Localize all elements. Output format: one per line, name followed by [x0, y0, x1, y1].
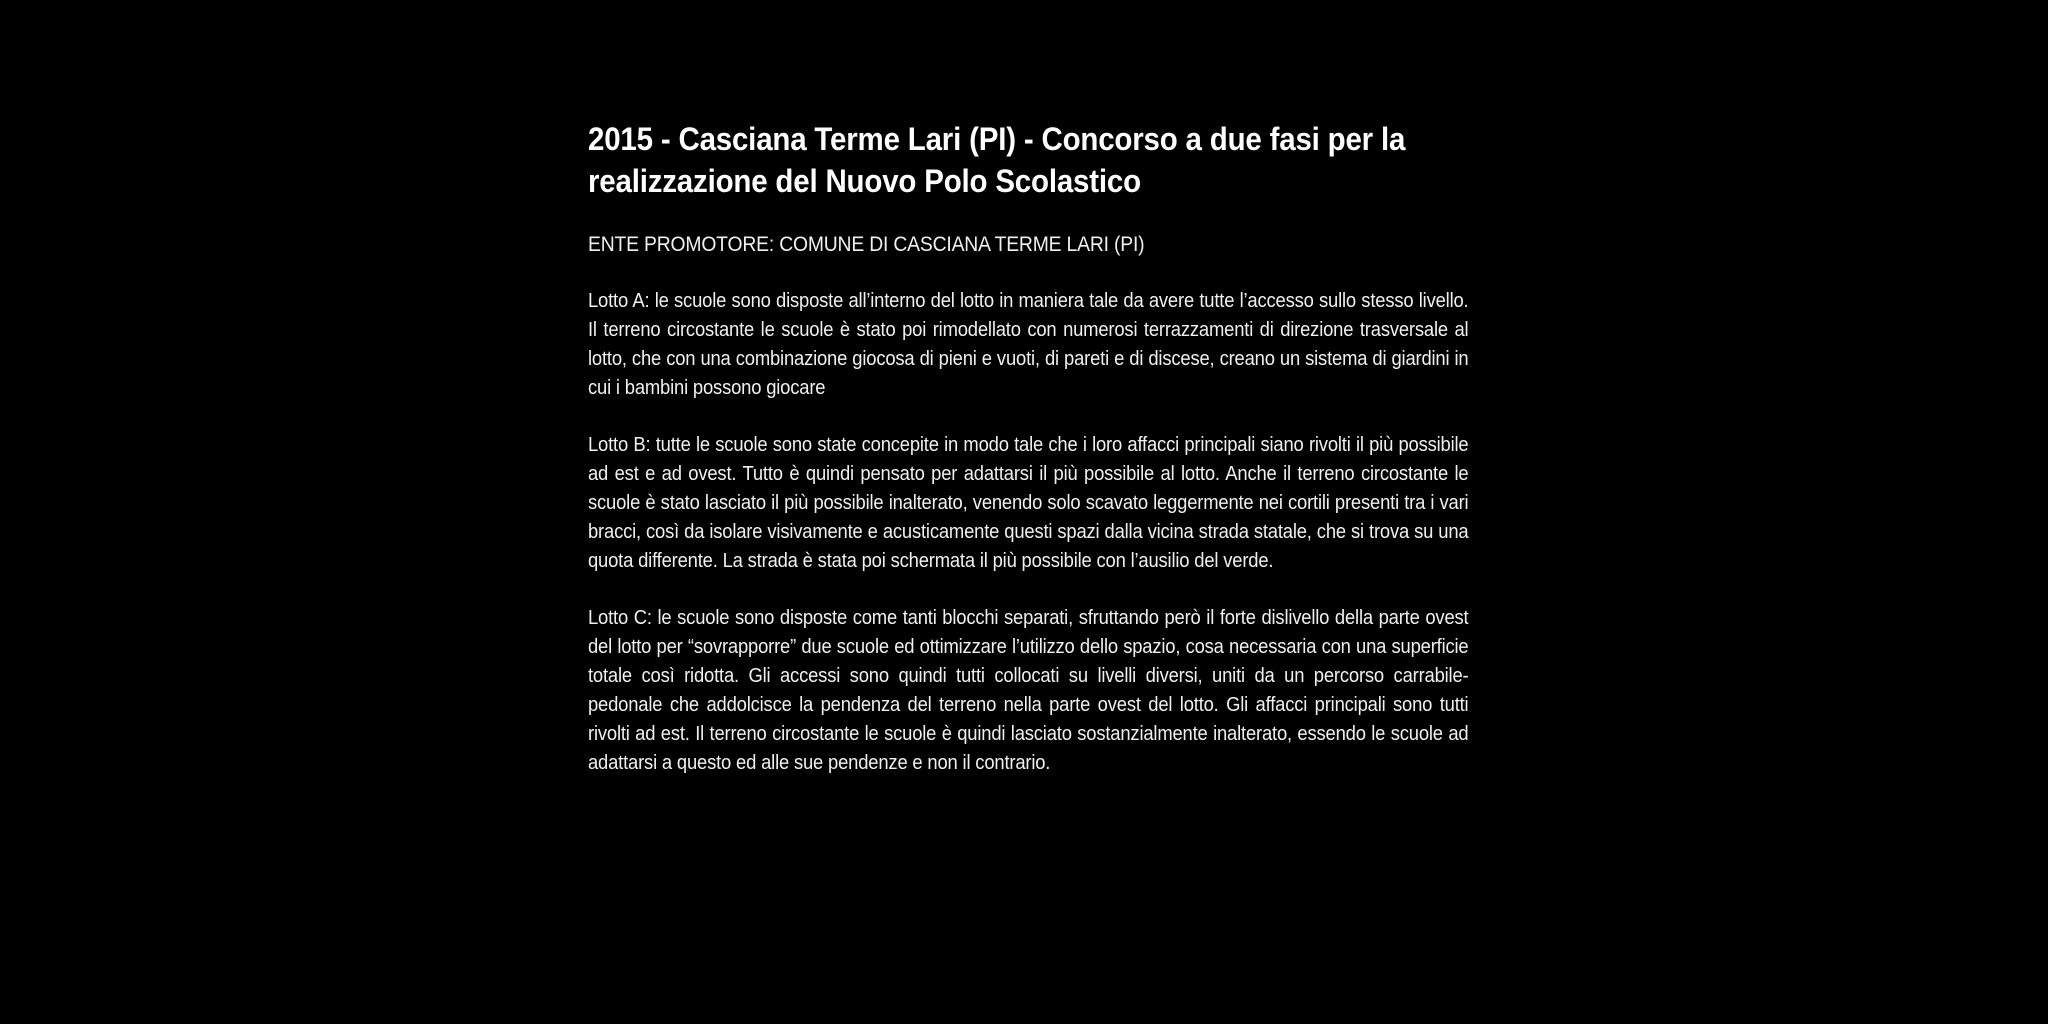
paragraph-lotto-b: Lotto B: tutte le scuole sono state concepite in modo tale che i loro affacci principali siano rivolti il più possibile ad est e ad ovest. Tutto è quindi pensato per adattarsi il più possibile al lotto. Anche il terreno circostante le scuole è stato lasciato il più possibile inalterato, venendo solo scavato leggermente nei cortili presenti tra i vari bracci, così da isolare visivamente e acusticamente questi spazi dalla vicina strada statale, che si trova su una quota differente. La strada è stata poi schermata il più possibile con l’ausilio del verde.	[588, 434, 1469, 572]
page-title: 2015 - Casciana Terme Lari (PI) - Concorso a due fasi per la realizzazione del Nuovo Polo Scolastico	[588, 121, 1406, 199]
paragraph-lotto-c: Lotto C: le scuole sono disposte come tanti blocchi separati, sfruttando però il forte dislivello della parte ovest del lotto per “sovrapporre” due scuole ed ottimizzare l’utilizzo dello spazio, cosa necessaria con una superficie totale così ridotta. Gli accessi sono quindi tutti collocati su livelli diversi, uniti da un percorso carrabile-pedonale che addolcisce la pendenza del terreno nella parte ovest del lotto. Gli affacci principali sono tutti rivolti ad est. Il terreno circostante le scuole è quindi lasciato sostanzialmente inalterato, essendo le scuole ad adattarsi a questo ed alle sue pendenze e non il contrario.	[588, 607, 1469, 774]
promoter-line: ENTE PROMOTORE: COMUNE DI CASCIANA TERME LARI (PI)	[588, 233, 1145, 256]
paragraph-lotto-a: Lotto A: le scuole sono disposte all’interno del lotto in maniera tale da avere tutte l’accesso sullo stesso livello. Il terreno circostante le scuole è stato poi rimodellato con numerosi terrazzamenti di direzione trasversale al lotto, che con una combinazione giocosa di pieni e vuoti, di pareti e di discese, creano un sistema di giardini in cui i bambini possono giocare	[588, 290, 1469, 399]
project-article	[588, 118, 1468, 778]
